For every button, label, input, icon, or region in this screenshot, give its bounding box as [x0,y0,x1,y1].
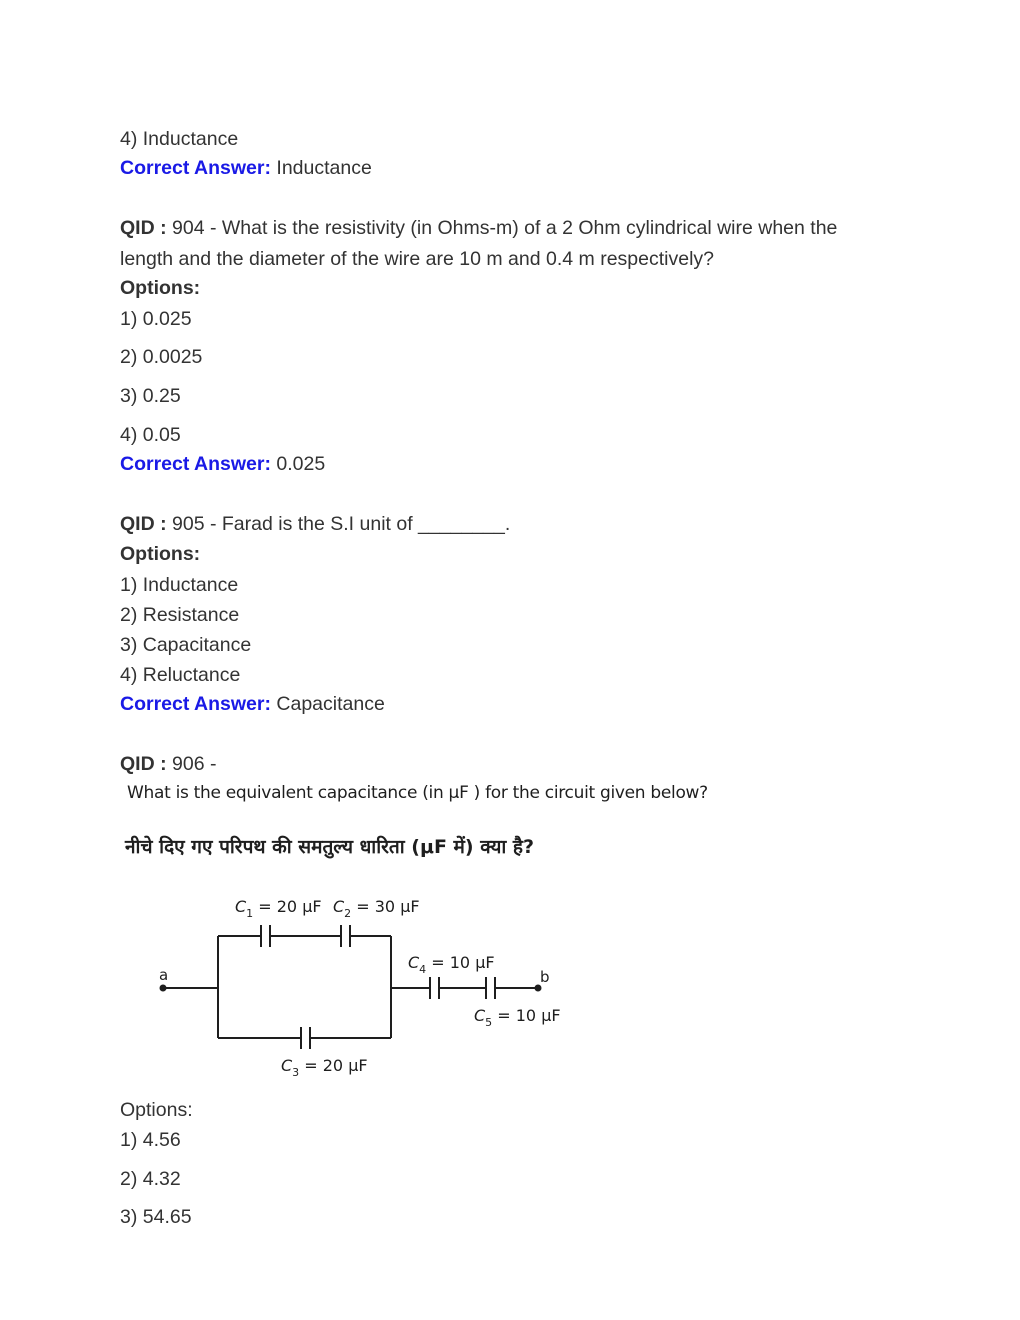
qid-label: QID : [120,217,167,239]
qid-label: QID : [120,753,167,775]
option-text: 4) Reluctance [120,664,241,686]
c1-label: $C_1 = 20$ μF [235,897,322,920]
correct-answer-value: 0.025 [276,453,326,475]
question-text: 905 - Farad is the S.I unit of ________. [172,513,511,535]
question-text: 904 - What is the resistivity (in Ohms-m) of a 2 Ohm cylindrical wire when the [172,217,838,239]
c5-label: $C_5 = 10$ μF [474,1006,561,1029]
c2-label: $C_2 = 30$ μF [333,897,420,920]
option-text: 3) 0.25 [120,385,181,407]
correct-answer-label: Correct Answer: [120,693,271,715]
correct-answer-value: Inductance [276,157,372,179]
question-text-line2: length and the diameter of the wire are 10 m and 0.4 m respectively? [120,248,714,270]
qid-label: QID : [120,513,167,535]
option-text: 3) 54.65 [120,1206,192,1228]
options-label: Options: [120,1099,193,1121]
option-text: 2) 4.32 [120,1168,181,1190]
c4-label: $C_4 = 10$ μF [408,953,495,976]
correct-answer-value: Capacitance [276,693,385,715]
options-label: Options: [120,277,201,299]
option-text: 2) 0.0025 [120,346,203,368]
options-label: Options: [120,543,201,565]
node-a-label: a [159,966,169,984]
node-a-dot [160,985,167,992]
option-text: 1) 0.025 [120,308,192,330]
node-b-label: b [540,968,550,986]
option-text: 3) Capacitance [120,634,252,656]
option-text: 2) Resistance [120,604,240,626]
question-image-hindi: नीचे दिए गए परिपथ की समतुल्य धारिता (μF में) क्या है? [125,836,535,858]
question-text: 906 - [172,753,217,775]
correct-answer-label: Correct Answer: [120,453,271,475]
option-text: 1) 4.56 [120,1129,181,1151]
question-image-english: What is the equivalent capacitance (in μF ) for the circuit given below? [127,783,708,803]
option-text: 4) Inductance [120,128,239,150]
c3-label: $C_3 = 20$ μF [281,1056,368,1079]
option-text: 1) Inductance [120,574,239,596]
option-text: 4) 0.05 [120,424,181,446]
correct-answer-label: Correct Answer: [120,157,271,179]
